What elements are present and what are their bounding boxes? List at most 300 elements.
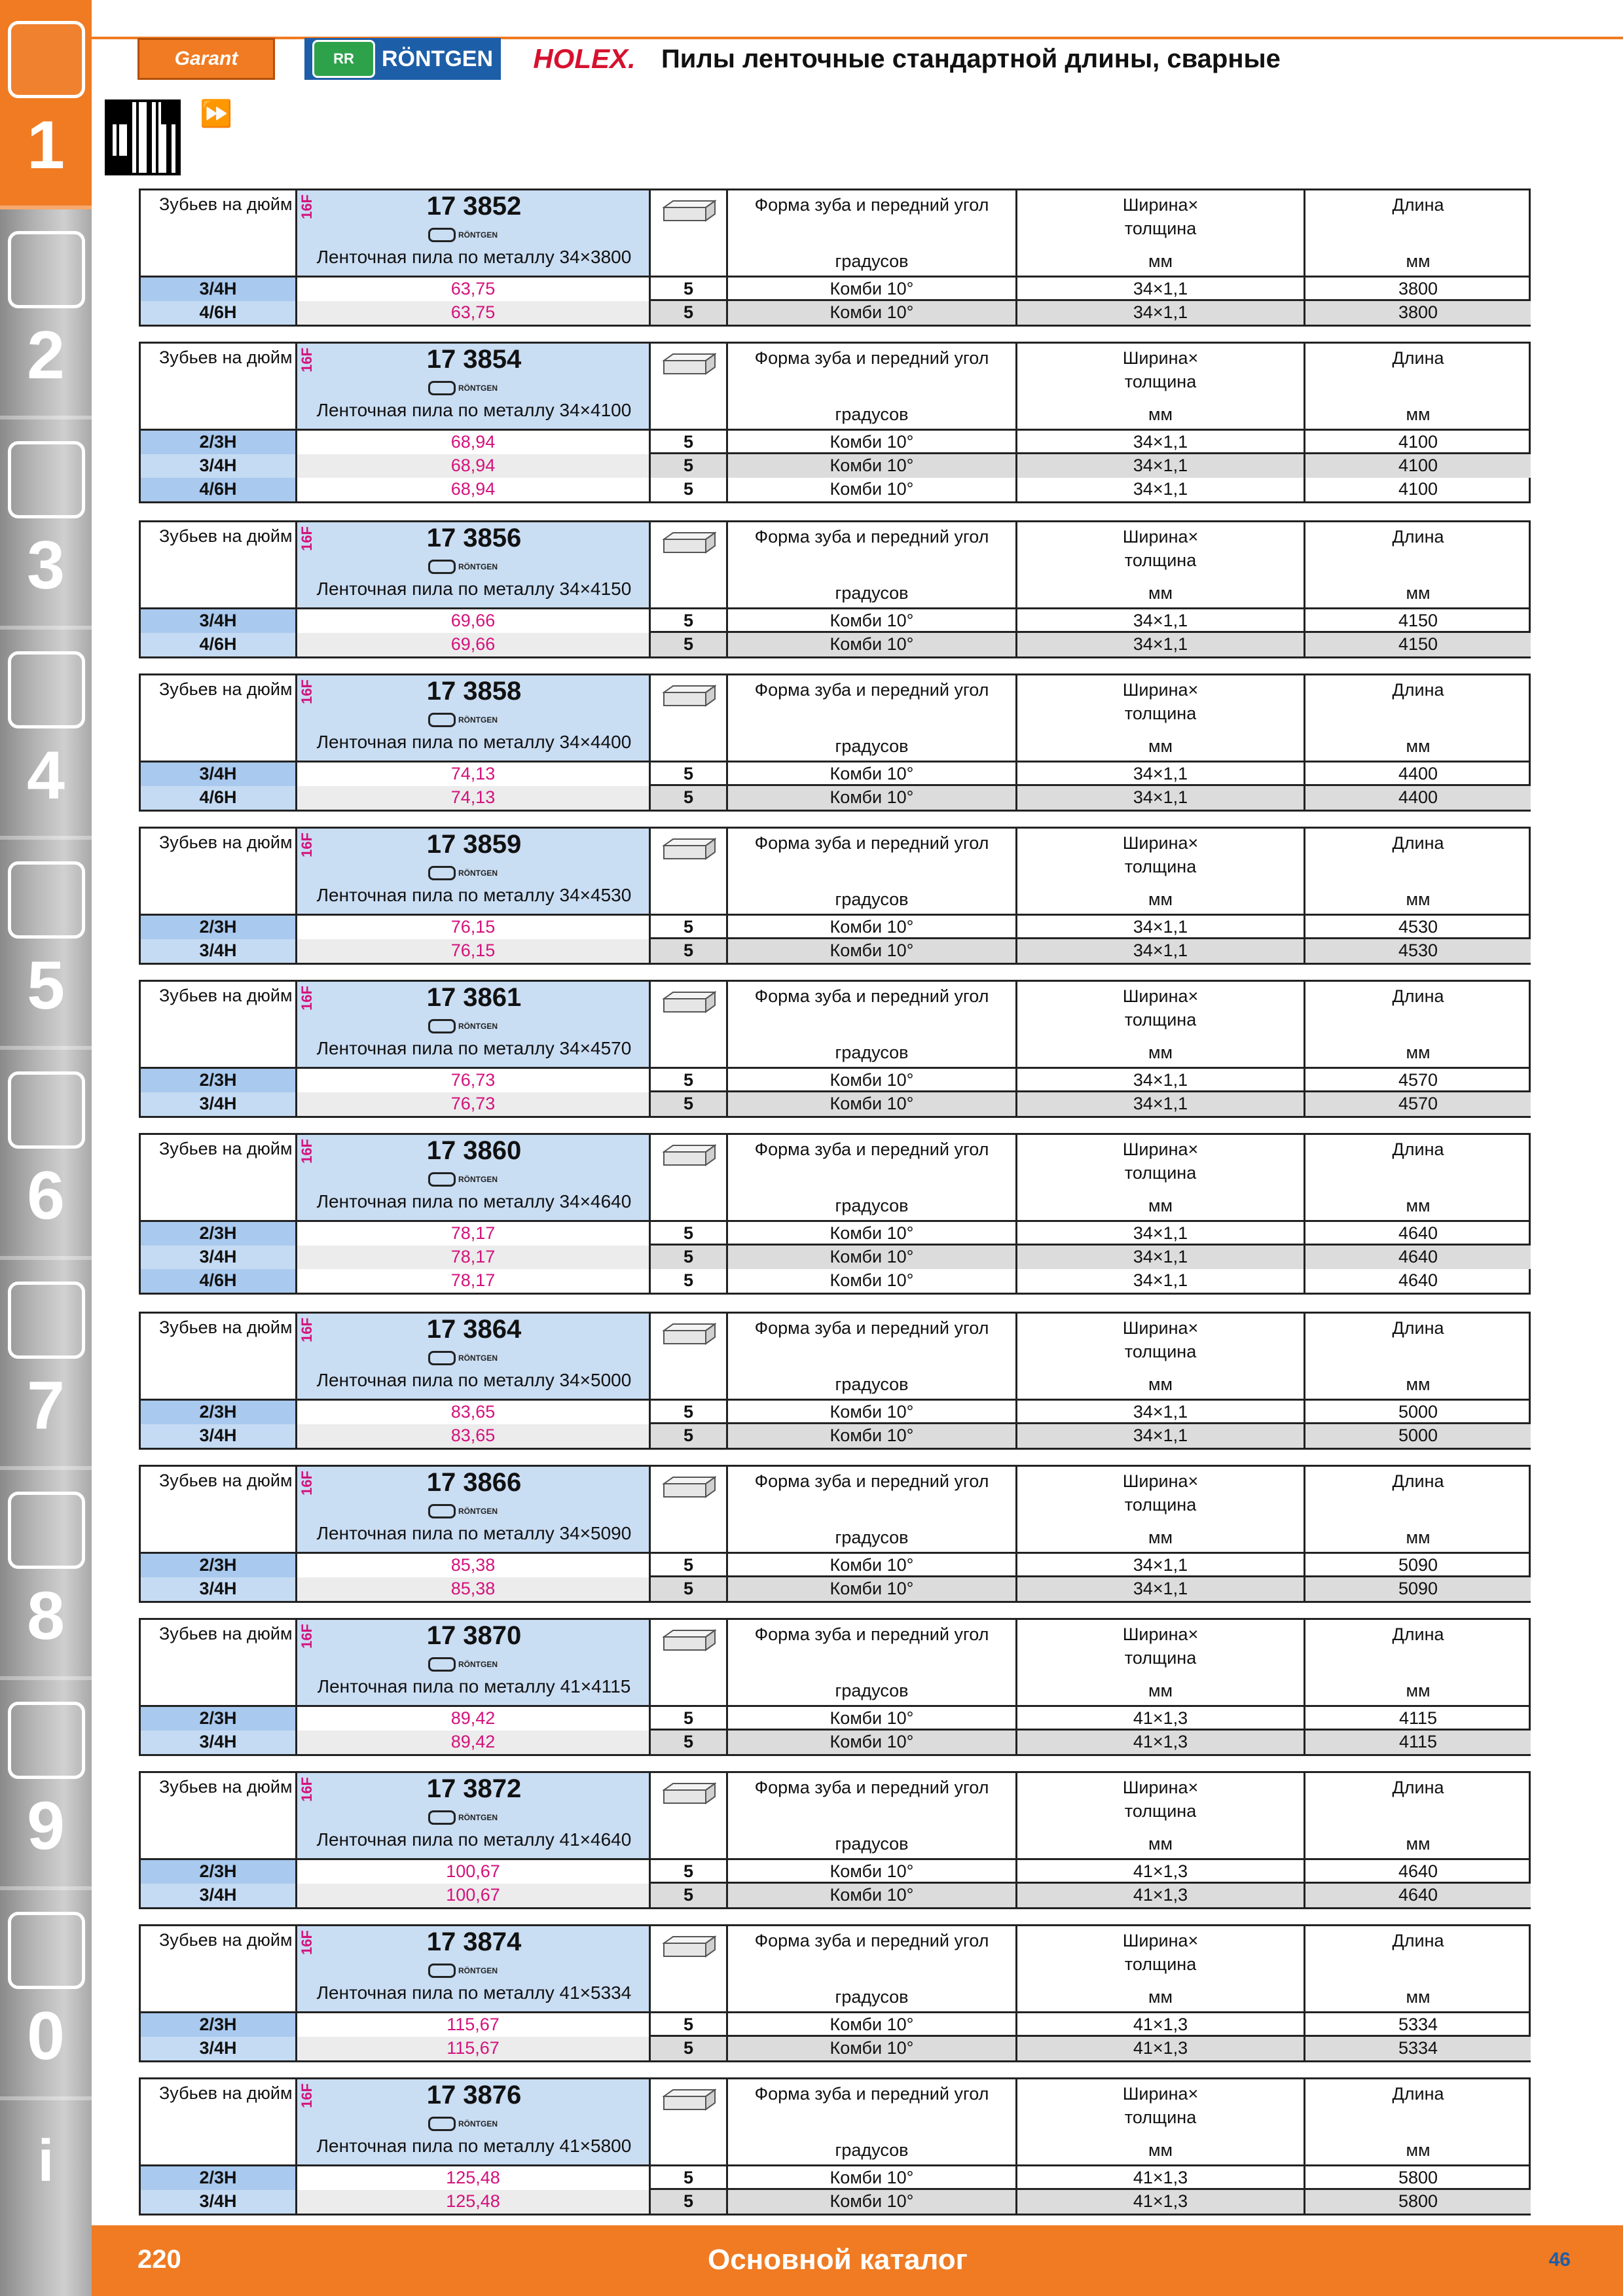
length-value: 4530	[1305, 939, 1531, 963]
mini-logo-text: RÖNTGEN	[458, 1175, 498, 1184]
size-label: Ширина× толщина	[1122, 1139, 1199, 1183]
price-group: 5	[651, 1401, 728, 1424]
price-group: 5	[651, 939, 728, 963]
tpi-header: Зубьев на дюйм	[141, 2079, 297, 2164]
price-group: 5	[651, 301, 728, 325]
chapter-sidebar	[0, 0, 92, 2296]
chapter-tab-5[interactable]	[0, 840, 92, 1050]
tooth-form-unit: градусов	[835, 251, 909, 271]
tooth-form-value: Комби 10°	[728, 2166, 1017, 2190]
rontgen-mark-icon	[428, 1504, 456, 1518]
qr-code-icon[interactable]	[105, 99, 181, 175]
length-header	[1305, 1773, 1531, 1858]
tooth-form-header	[728, 344, 1017, 429]
rontgen-mark-icon	[428, 1019, 456, 1033]
chapter-tab-info[interactable]	[0, 2101, 92, 2296]
tooth-form-label: Форма зуба и передний угол	[754, 1931, 989, 1950]
tooth-form-unit: градусов	[835, 1374, 909, 1394]
length-label: Длина	[1392, 986, 1444, 1006]
tooth-form-value: Комби 10°	[728, 916, 1017, 939]
size-unit: мм	[1148, 1834, 1173, 1854]
tooth-form-header	[728, 1467, 1017, 1552]
table-header	[141, 1314, 1529, 1401]
price-value: 85,38	[297, 1554, 651, 1577]
table-row[interactable]	[141, 762, 1529, 786]
tpi-value: 2/3H	[141, 1860, 297, 1884]
tooth-form-value: Комби 10°	[728, 478, 1017, 501]
length-header	[1305, 2079, 1531, 2164]
mini-logo-text: RÖNTGEN	[458, 715, 498, 725]
band-blank-icon	[663, 2089, 716, 2111]
chapter-tab-6[interactable]	[0, 1050, 92, 1260]
band-blank-icon	[663, 991, 716, 1013]
size-value: 34×1,1	[1017, 1577, 1305, 1601]
product-table	[139, 342, 1531, 503]
mini-logo-text: RÖNTGEN	[458, 1966, 498, 1975]
price-group: 5	[651, 1069, 728, 1092]
size-value: 34×1,1	[1017, 301, 1305, 325]
size-unit: мм	[1148, 1681, 1173, 1700]
tooth-form-unit: градусов	[835, 404, 909, 424]
garant-logo: Garant	[137, 38, 275, 80]
article-cell[interactable]	[297, 1467, 651, 1552]
table-row[interactable]	[141, 1401, 1529, 1424]
article-description: Ленточная пила по металлу 34×4100	[316, 400, 632, 420]
band-blank-icon	[663, 531, 716, 554]
table-row[interactable]	[141, 1269, 1529, 1293]
table-header	[141, 344, 1529, 431]
price-group: 5	[651, 1707, 728, 1731]
price-value: 69,66	[297, 633, 651, 656]
tooth-form-label: Форма зуба и передний угол	[754, 1471, 989, 1491]
size-header	[1017, 1620, 1305, 1705]
rontgen-mark-icon	[428, 381, 456, 395]
chapter-tool-icon	[8, 1071, 85, 1149]
chapter-tool-icon	[8, 1702, 85, 1779]
tooth-form-label: Форма зуба и передний угол	[754, 833, 989, 853]
mini-logo-text: RÖNTGEN	[458, 1507, 498, 1516]
size-label: Ширина× толщина	[1122, 833, 1199, 876]
table-row[interactable]	[141, 2190, 1529, 2214]
size-header	[1017, 675, 1305, 761]
mini-logo-text: RÖNTGEN	[458, 384, 498, 393]
tpi-value: 3/4H	[141, 609, 297, 633]
price-value: 89,42	[297, 1731, 651, 1754]
tpi-value: 4/6H	[141, 478, 297, 501]
length-value: 4530	[1398, 917, 1438, 937]
product-table	[139, 673, 1531, 812]
length-value: 5090	[1305, 1577, 1531, 1601]
tpi-value: 2/3H	[141, 1069, 297, 1092]
length-value: 4100	[1398, 479, 1438, 499]
size-header	[1017, 1467, 1305, 1552]
article-description: Ленточная пила по металлу 34×3800	[316, 247, 632, 267]
price-group: 5	[651, 786, 728, 810]
table-row[interactable]	[141, 633, 1529, 656]
chapter-tool-icon	[8, 21, 85, 98]
chapter-number: 1	[27, 107, 65, 183]
article-number: 17 3874	[426, 1928, 522, 1956]
length-unit: мм	[1406, 1374, 1431, 1394]
table-row[interactable]	[141, 1731, 1529, 1754]
chapter-tab-3[interactable]	[0, 420, 92, 630]
chapter-tool-icon	[8, 441, 85, 518]
size-value: 34×1,1	[1017, 1401, 1305, 1424]
shape-cell	[651, 1620, 728, 1705]
table-row[interactable]	[141, 431, 1529, 454]
tooth-form-value: Комби 10°	[728, 1069, 1017, 1092]
tpi-value: 4/6H	[141, 633, 297, 656]
shape-cell	[651, 1135, 728, 1220]
article-cell[interactable]	[297, 1135, 651, 1220]
tooth-form-value: Комби 10°	[728, 1092, 1017, 1116]
tooth-form-header	[728, 1135, 1017, 1220]
price-group: 5	[651, 454, 728, 478]
table-row[interactable]	[141, 1554, 1529, 1577]
price-value: 69,66	[297, 609, 651, 633]
band-blank-icon	[663, 838, 716, 860]
table-row[interactable]	[141, 1069, 1529, 1092]
article-cell[interactable]	[297, 829, 651, 914]
size-label: Ширина× толщина	[1122, 527, 1199, 570]
price-group: 5	[651, 1269, 728, 1293]
tooth-form-header	[728, 829, 1017, 914]
material-code: 16F	[299, 1624, 315, 1649]
tooth-form-unit: градусов	[835, 2140, 909, 2160]
size-unit: мм	[1148, 404, 1173, 424]
shape-cell	[651, 344, 728, 429]
size-value: 34×1,1	[1017, 454, 1305, 478]
article-cell[interactable]	[297, 1620, 651, 1705]
tooth-form-header	[728, 675, 1017, 761]
length-label: Длина	[1392, 2084, 1444, 2104]
table-row[interactable]	[141, 1577, 1529, 1601]
shape-cell	[651, 522, 728, 607]
tooth-form-unit: градусов	[835, 1834, 909, 1854]
tooth-form-unit: градусов	[835, 736, 909, 756]
table-row[interactable]	[141, 786, 1529, 810]
product-table	[139, 1771, 1531, 1909]
shape-cell	[651, 190, 728, 276]
length-value: 4100	[1305, 454, 1531, 478]
size-unit: мм	[1148, 583, 1173, 603]
chapter-tool-icon	[8, 231, 85, 308]
article-number: 17 3860	[426, 1136, 522, 1165]
band-blank-icon	[663, 200, 716, 222]
length-header	[1305, 190, 1531, 276]
article-cell[interactable]	[297, 190, 651, 276]
article-cell[interactable]	[297, 675, 651, 761]
tpi-header: Зубьев на дюйм	[141, 1314, 297, 1399]
length-value: 5334	[1305, 2037, 1531, 2060]
table-row[interactable]	[141, 278, 1529, 301]
chapter-tab-7[interactable]	[0, 1261, 92, 1470]
tooth-form-label: Форма зуба и передний угол	[754, 348, 989, 368]
size-label: Ширина× толщина	[1122, 195, 1199, 238]
size-value: 41×1,3	[1017, 2190, 1305, 2214]
tpi-value: 3/4H	[141, 1577, 297, 1601]
size-header	[1017, 522, 1305, 607]
size-header	[1017, 1314, 1305, 1399]
price-group: 5	[651, 478, 728, 501]
size-unit: мм	[1148, 1196, 1173, 1215]
length-header	[1305, 1314, 1531, 1399]
article-number: 17 3870	[426, 1621, 522, 1650]
price-value: 100,67	[297, 1860, 651, 1884]
length-header	[1305, 1467, 1531, 1552]
chapter-number: 0	[27, 1998, 65, 2074]
price-value: 68,94	[297, 478, 651, 501]
page-title: Пилы ленточные стандартной длины, сварные	[661, 45, 1281, 73]
table-row[interactable]	[141, 2037, 1529, 2060]
size-unit: мм	[1148, 1528, 1173, 1547]
tpi-value: 2/3H	[141, 1554, 297, 1577]
rontgen-mini-logo	[428, 380, 498, 397]
tooth-form-value: Комби 10°	[728, 2190, 1017, 2214]
size-header	[1017, 1773, 1305, 1858]
table-row[interactable]	[141, 939, 1529, 963]
length-value: 4150	[1398, 611, 1438, 630]
length-unit: мм	[1406, 583, 1431, 603]
article-cell[interactable]	[297, 344, 651, 429]
rontgen-mark-icon	[428, 1351, 456, 1365]
table-row[interactable]	[141, 1246, 1529, 1269]
size-value: 34×1,1	[1017, 478, 1305, 501]
mini-logo-text: RÖNTGEN	[458, 1354, 498, 1363]
length-unit: мм	[1406, 251, 1431, 271]
tooth-form-value: Комби 10°	[728, 454, 1017, 478]
size-unit: мм	[1148, 251, 1173, 271]
tpi-value: 3/4H	[141, 454, 297, 478]
length-header	[1305, 344, 1531, 429]
rontgen-mini-logo	[428, 1503, 498, 1520]
tooth-form-unit: градусов	[835, 583, 909, 603]
band-blank-icon	[663, 353, 716, 375]
length-label: Длина	[1392, 833, 1444, 853]
article-cell[interactable]	[297, 2079, 651, 2164]
material-code: 16F	[299, 194, 315, 219]
price-value: 83,65	[297, 1424, 651, 1448]
length-unit: мм	[1406, 1834, 1431, 1854]
tooth-form-label: Форма зуба и передний угол	[754, 986, 989, 1006]
length-value: 4400	[1398, 764, 1438, 783]
size-header	[1017, 2079, 1305, 2164]
size-label: Ширина× толщина	[1122, 1624, 1199, 1668]
tpi-value: 2/3H	[141, 916, 297, 939]
price-value: 125,48	[297, 2190, 651, 2214]
article-number: 17 3876	[426, 2081, 522, 2109]
size-label: Ширина× толщина	[1122, 986, 1199, 1030]
tooth-form-header	[728, 1773, 1017, 1858]
rontgen-mini-logo	[428, 1962, 498, 1979]
chapter-tab-0[interactable]	[0, 1891, 92, 2100]
table-header	[141, 982, 1529, 1069]
table-row[interactable]	[141, 609, 1529, 633]
material-code: 16F	[299, 1471, 315, 1496]
price-value: 74,13	[297, 762, 651, 786]
chapter-tab-9[interactable]	[0, 1681, 92, 1890]
table-row[interactable]	[141, 1424, 1529, 1448]
shape-cell	[651, 2079, 728, 2164]
table-row[interactable]	[141, 1222, 1529, 1246]
tooth-form-value: Комби 10°	[728, 609, 1017, 633]
article-number: 17 3859	[426, 830, 522, 859]
rontgen-mini-logo	[428, 1350, 498, 1367]
length-header	[1305, 675, 1531, 761]
tpi-header: Зубьев на дюйм	[141, 982, 297, 1067]
rontgen-logo-text: RÖNTGEN	[382, 46, 493, 71]
chapter-tab-2[interactable]	[0, 210, 92, 420]
chapter-divider	[0, 1256, 92, 1260]
size-value: 34×1,1	[1017, 762, 1305, 786]
tooth-form-label: Форма зуба и передний угол	[754, 195, 989, 215]
tpi-value: 4/6H	[141, 786, 297, 810]
table-row[interactable]	[141, 301, 1529, 325]
tpi-header: Зубьев на дюйм	[141, 1773, 297, 1858]
size-label: Ширина× толщина	[1122, 680, 1199, 723]
table-row[interactable]	[141, 1092, 1529, 1116]
tooth-form-label: Форма зуба и передний угол	[754, 1318, 989, 1338]
article-number: 17 3864	[426, 1315, 522, 1344]
size-value: 34×1,1	[1017, 1424, 1305, 1448]
rontgen-mark-icon: RR	[312, 40, 375, 78]
table-row[interactable]	[141, 1884, 1529, 1907]
chapter-tab-4[interactable]	[0, 630, 92, 840]
size-value: 34×1,1	[1017, 278, 1305, 301]
chapter-tab-8[interactable]	[0, 1471, 92, 1680]
tooth-form-value: Комби 10°	[728, 431, 1017, 454]
length-unit: мм	[1406, 1528, 1431, 1547]
chapter-number: 5	[27, 948, 65, 1024]
rontgen-mark-icon	[428, 713, 456, 727]
size-value: 34×1,1	[1017, 633, 1305, 656]
rontgen-mark-icon	[428, 560, 456, 574]
table-row[interactable]	[141, 916, 1529, 939]
mini-logo-text: RÖNTGEN	[458, 869, 498, 878]
article-cell[interactable]	[297, 1314, 651, 1399]
length-value: 4400	[1305, 786, 1531, 810]
tooth-form-value: Комби 10°	[728, 1246, 1017, 1269]
chapter-tool-icon	[8, 651, 85, 728]
product-table	[139, 188, 1531, 327]
price-value: 78,17	[297, 1222, 651, 1246]
product-table	[139, 827, 1531, 965]
tooth-form-unit: градусов	[835, 1528, 909, 1547]
size-value: 41×1,3	[1017, 1860, 1305, 1884]
table-row[interactable]	[141, 1707, 1529, 1731]
rontgen-mini-logo	[428, 2115, 498, 2132]
length-value: 5000	[1398, 1402, 1438, 1422]
size-value: 34×1,1	[1017, 939, 1305, 963]
length-label: Длина	[1392, 348, 1444, 368]
price-group: 5	[651, 2037, 728, 2060]
mini-logo-text: RÖNTGEN	[458, 230, 498, 240]
length-unit: мм	[1406, 1681, 1431, 1700]
price-group: 5	[651, 2190, 728, 2214]
tooth-form-header	[728, 1926, 1017, 2011]
price-value: 63,75	[297, 301, 651, 325]
size-unit: мм	[1148, 1987, 1173, 2007]
length-value: 4570	[1305, 1092, 1531, 1116]
price-value: 68,94	[297, 431, 651, 454]
material-code: 16F	[299, 1777, 315, 1802]
article-cell[interactable]	[297, 982, 651, 1067]
tooth-form-unit: градусов	[835, 1043, 909, 1062]
article-number: 17 3872	[426, 1774, 522, 1803]
price-group: 5	[651, 2166, 728, 2190]
size-value: 34×1,1	[1017, 1269, 1305, 1293]
price-group: 5	[651, 1731, 728, 1754]
tpi-header: Зубьев на дюйм	[141, 1926, 297, 2011]
chapter-divider	[0, 206, 92, 209]
length-value: 4150	[1305, 633, 1531, 656]
size-value: 34×1,1	[1017, 609, 1305, 633]
size-unit: мм	[1148, 2140, 1173, 2160]
rontgen-mark-icon	[428, 228, 456, 242]
material-code: 16F	[299, 986, 315, 1011]
price-group: 5	[651, 1246, 728, 1269]
article-cell[interactable]	[297, 1926, 651, 2011]
article-cell[interactable]	[297, 1773, 651, 1858]
chapter-divider	[0, 1046, 92, 1050]
catalog-title: Основной каталог	[707, 2244, 968, 2276]
length-value: 5800	[1305, 2190, 1531, 2214]
article-number: 17 3861	[426, 983, 522, 1012]
tpi-value: 3/4H	[141, 1424, 297, 1448]
article-description: Ленточная пила по металлу 34×4570	[316, 1038, 632, 1058]
product-table	[139, 1312, 1531, 1450]
tpi-value: 4/6H	[141, 1269, 297, 1293]
table-row[interactable]	[141, 478, 1529, 501]
tooth-form-value: Комби 10°	[728, 2013, 1017, 2037]
price-group: 5	[651, 1222, 728, 1246]
tooth-form-header	[728, 2079, 1017, 2164]
tpi-value: 3/4H	[141, 939, 297, 963]
rontgen-mini-logo	[428, 1809, 498, 1826]
tpi-header: Зубьев на дюйм	[141, 344, 297, 429]
table-row[interactable]	[141, 2166, 1529, 2190]
band-blank-icon	[663, 1629, 716, 1651]
chapter-number: 9	[27, 1788, 65, 1864]
chapter-divider	[0, 1466, 92, 1470]
shape-cell	[651, 1467, 728, 1552]
tooth-form-label: Форма зуба и передний угол	[754, 2084, 989, 2104]
table-row[interactable]	[141, 2013, 1529, 2037]
price-value: 83,65	[297, 1401, 651, 1424]
mini-logo-text: RÖNTGEN	[458, 1813, 498, 1822]
table-header	[141, 190, 1529, 278]
length-value: 4640	[1305, 1884, 1531, 1907]
table-header	[141, 2079, 1529, 2166]
tooth-form-header	[728, 982, 1017, 1067]
article-cell[interactable]	[297, 522, 651, 607]
article-number: 17 3854	[426, 345, 522, 374]
tpi-value: 3/4H	[141, 1731, 297, 1754]
sheet-number: 46	[1548, 2249, 1571, 2270]
tooth-form-label: Форма зуба и передний угол	[754, 1624, 989, 1644]
band-blank-icon	[663, 1323, 716, 1345]
length-header	[1305, 1135, 1531, 1220]
table-header	[141, 829, 1529, 916]
table-row[interactable]	[141, 454, 1529, 478]
table-header	[141, 522, 1529, 609]
rontgen-mark-icon	[428, 1657, 456, 1672]
tooth-form-value: Комби 10°	[728, 1269, 1017, 1293]
price-group: 5	[651, 1860, 728, 1884]
fast-forward-icon[interactable]: ⏩	[200, 99, 232, 128]
chapter-tab-1[interactable]	[0, 0, 92, 209]
table-row[interactable]	[141, 1860, 1529, 1884]
